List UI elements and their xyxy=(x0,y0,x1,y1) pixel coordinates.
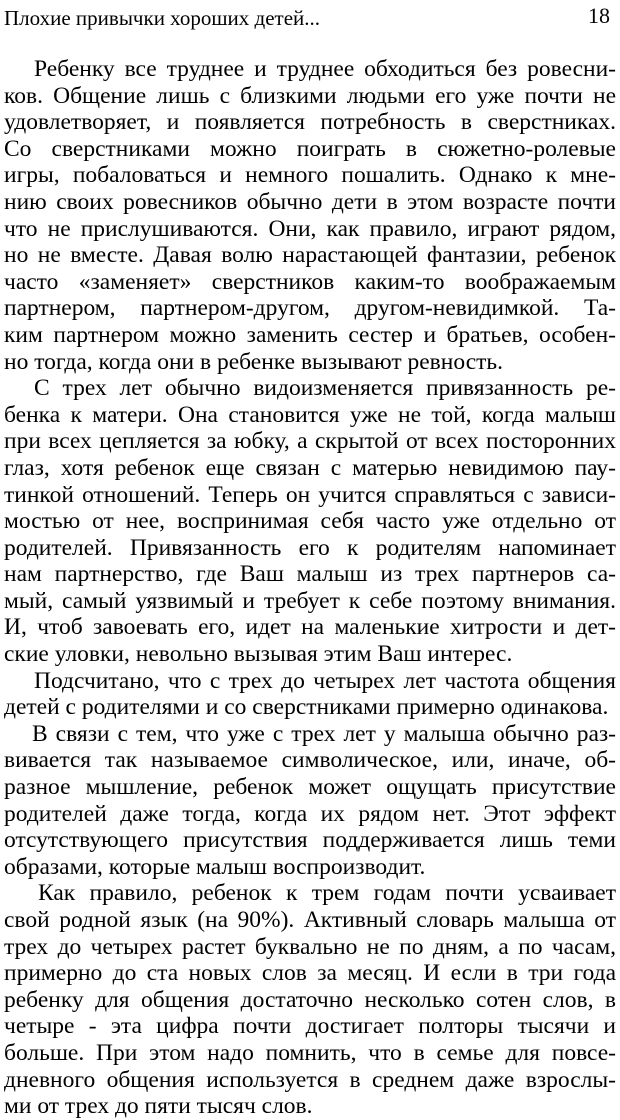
text-line: ские уловки, невольно вызывая этим Ваш интерес. xyxy=(4,641,513,668)
page-header xyxy=(4,3,616,36)
text-line: трех до четырех растет буквально не по дням, а по часам, xyxy=(4,933,616,960)
running-title: Плохие привычки хороших детей... xyxy=(4,6,321,30)
text-line: при всех цепляется за юбку, а скрытой от всех посторонних xyxy=(4,428,616,455)
text-line: примерно до ста новых слов за месяц. И если в три года xyxy=(4,960,616,987)
body-text xyxy=(4,56,616,1120)
text-line: Со сверстниками можно поиграть в сюжетно-ролевые xyxy=(4,135,616,162)
page-number: 18 xyxy=(588,3,610,28)
text-line: В связи с тем, что уже с трех лет у малыша обычно раз- xyxy=(32,720,616,747)
text-line: И, чтоб завоевать его, идет на маленькие хитрости и дет- xyxy=(4,614,616,641)
text-line: ми от трех до пяти тысяч слов. xyxy=(4,1093,313,1120)
text-line: С трех лет обычно видоизменяется привязанность ре- xyxy=(34,375,616,402)
text-line: четыре - эта цифра почти достигает полторы тысячи и xyxy=(4,1013,616,1040)
text-line: Подсчитано, что с трех до четырех лет частота общения xyxy=(34,667,616,694)
text-line: игры, побаловаться и немного пошалить. Однако к мне- xyxy=(4,162,616,189)
text-line: больше. При этом надо помнить, что в семье для повсе- xyxy=(4,1039,616,1066)
text-line: ков. Общение лишь с близкими людьми его уже почти не xyxy=(4,82,616,109)
text-line: партнером, партнером-другом, другом-невидимкой. Та- xyxy=(4,295,616,322)
text-line: родителей даже тогда, когда их рядом нет. Этот эффект xyxy=(4,800,616,827)
paragraph-3 xyxy=(4,668,616,721)
paragraph-1 xyxy=(4,56,616,375)
text-line: детей с родителями и со сверстниками примерно одинакова. xyxy=(4,694,609,721)
text-line: что не прислушиваются. Они, как правило, играют рядом, xyxy=(4,215,616,242)
text-line: свой родной язык (на 90%). Активный словарь малыша от xyxy=(4,907,616,933)
text-line: родителей. Привязанность его к родителям напоминает xyxy=(4,534,616,561)
text-line: мый, самый уязвимый и требует к себе поэтому внимания. xyxy=(4,587,616,614)
text-line: вивается так называемое символическое, или, иначе, об- xyxy=(4,747,616,774)
text-line: нам партнерство, где Ваш малыш из трех партнеров са- xyxy=(4,561,616,588)
text-line: тинкой отношений. Теперь он учится справляться с зависи- xyxy=(4,481,616,508)
text-line: Как правило, ребенок к трем годам почти усваивает xyxy=(38,880,616,907)
text-line: образами, которые малыш воспроизводит. xyxy=(4,853,426,880)
text-line: удовлетворяет, и появляется потребность в сверстниках. xyxy=(4,109,616,136)
text-line: глаз, хотя ребенок еще связан с матерью невидимою пау- xyxy=(4,454,616,481)
text-line: ребенку для общения достаточно несколько сотен слов, в xyxy=(4,986,616,1013)
text-line: бенка к матери. Она становится уже не той, когда малыш xyxy=(4,401,616,428)
paragraph-5 xyxy=(4,880,616,1119)
text-line: отсутствующего присутствия поддерживается лишь теми xyxy=(4,827,616,854)
text-line: разное мышление, ребенок может ощущать присутствие xyxy=(4,774,616,801)
text-line: часто «заменяет» сверстников каким-то воображаемым xyxy=(4,268,616,295)
text-line: дневного общения используется в среднем даже взрослы- xyxy=(4,1066,616,1093)
text-line: нию своих ровесников обычно дети в этом возрасте почти xyxy=(4,188,616,215)
text-line: мостью от нее, воспринимая себя часто уже отдельно от xyxy=(4,508,616,535)
paragraph-4 xyxy=(4,721,616,881)
paragraph-2 xyxy=(4,375,616,668)
text-line: Ребенку все труднее и труднее обходиться без ровесни- xyxy=(34,56,616,82)
text-line: ким партнером можно заменить сестер и братьев, особен- xyxy=(4,321,616,348)
text-line: но тогда, когда они в ребенке вызывают ревность. xyxy=(4,348,503,375)
text-line: но не вместе. Давая волю нарастающей фантазии, ребенок xyxy=(4,242,616,269)
